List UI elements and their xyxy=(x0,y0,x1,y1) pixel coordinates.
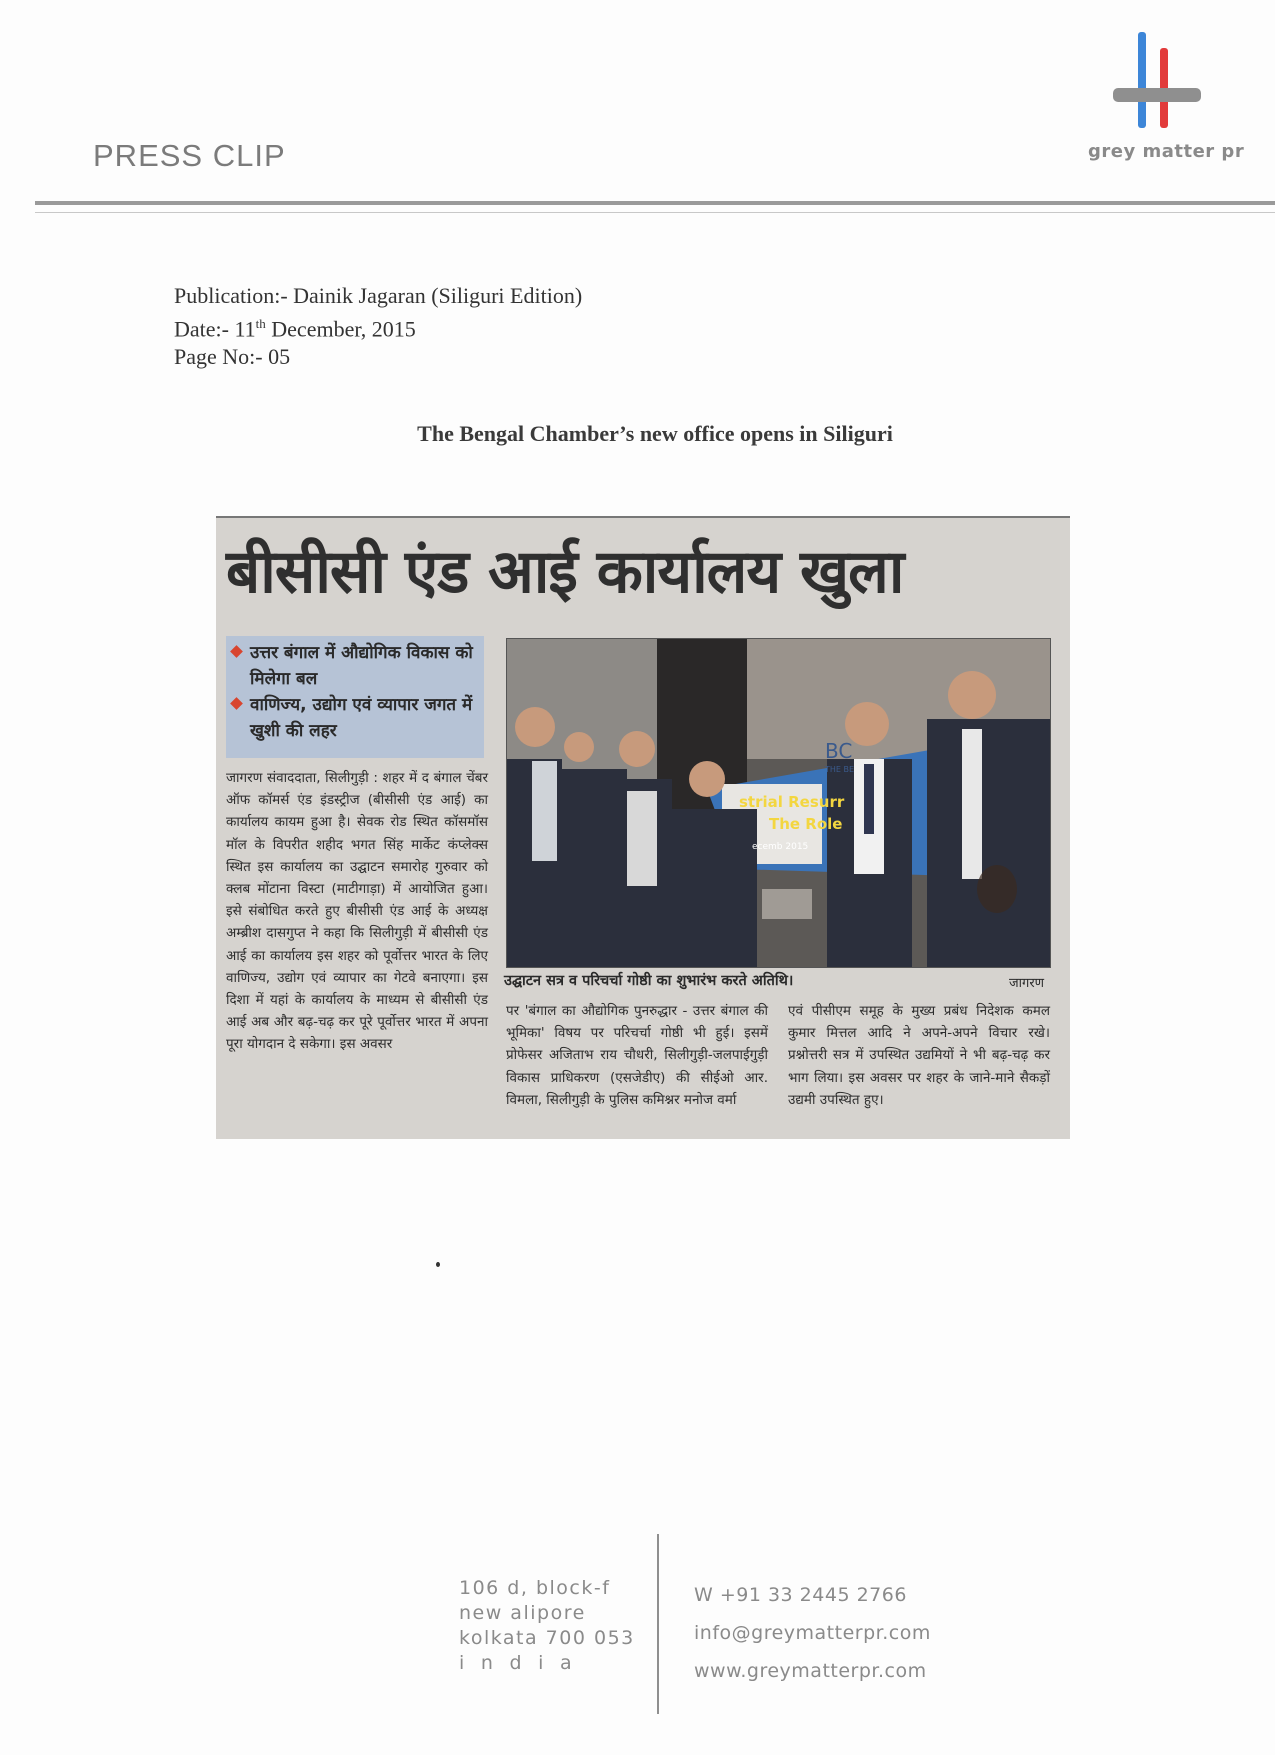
address-line: new alipore xyxy=(459,1602,586,1624)
footer-email-link[interactable]: info@greymatterpr.com xyxy=(694,1622,931,1644)
address-line: i n d i a xyxy=(459,1652,574,1674)
press-clip-title: PRESS CLIP xyxy=(93,138,286,173)
banner-text-the: THE BE xyxy=(825,765,855,774)
banner-text-role: The Role xyxy=(769,815,843,833)
footer-address xyxy=(459,1576,635,1676)
scan-speck xyxy=(436,1262,440,1267)
photo-caption: उद्घाटन सत्र व परिचर्चा गोष्ठी का शुभारंभ करते अतिथि। xyxy=(504,973,794,989)
highlight-item xyxy=(232,692,478,744)
banner-text-bc: BC xyxy=(825,739,853,763)
diamond-bullet-icon xyxy=(230,645,243,658)
address-line: kolkata 700 053 xyxy=(459,1627,635,1649)
logo-name: grey matter pr xyxy=(1088,141,1245,162)
grey-matter-logo-icon xyxy=(1108,28,1203,138)
footer-contact xyxy=(694,1576,931,1690)
footer-website-link[interactable]: www.greymatterpr.com xyxy=(694,1660,927,1682)
hindi-headline: बीसीसी एंड आई कार्यालय खुला xyxy=(226,537,904,607)
banner-text-resurgence: strial Resurr xyxy=(739,793,845,811)
footer-phone: W +91 33 2445 2766 xyxy=(694,1584,907,1606)
address-line: 106 d, block-f xyxy=(459,1577,611,1599)
header-divider-thin xyxy=(35,212,1275,213)
publication-line: Publication:- Dainik Jagaran (Siliguri Edition) xyxy=(174,283,583,308)
date-rest: December, 2015 xyxy=(265,316,416,342)
banner-text-date: ecemb 2015 xyxy=(752,842,809,852)
page-number-line: Page No:- 05 xyxy=(174,344,291,370)
highlight-item xyxy=(232,640,478,692)
english-headline: The Bengal Chamber’s new office opens in Siliguri xyxy=(417,421,893,446)
event-photo-illustration xyxy=(507,639,1050,967)
date-line xyxy=(174,310,582,343)
date-suffix-sup: th xyxy=(255,316,266,331)
highlight-text: उत्तर बंगाल में औद्योगिक विकास को मिलेगा बल xyxy=(250,643,473,689)
article-column-1: जागरण संवाददाता, सिलीगुड़ी : शहर में द बंगाल चेंबर ऑफ कॉमर्स एंड इंडस्ट्रीज (बीसीसी एंड आई) का कार्यालय कायम हुआ है। सेवक रोड स्थित कॉसमॉस मॉल के विपरीत शहीद भगत सिंह मार्केट कंप्लेक्स स्थित इस कार्यालय का उद्घाटन समारोह गुरुवार को क्लब मोंटाना विस्टा (माटीगाड़ा) में आयोजित हुआ। इसे संबोधित करते हुए बीसीसी एंड आई के अध्यक्ष अम्ब्रीश दासगुप्त ने कहा कि सिलीगुड़ी में बीसीसी एंड आई का कार्यालय इस शहर को पूर्वोत्तर भारत के लिए वाणिज्य, उद्योग एवं व्यापार का गेटवे बनाएगा। इस दिशा में यहां के कार्यालय के माध्यम से बीसीसी एंड आई अब और बढ़-चढ़ कर पूरे पूर्वोत्तर भारत में अपना पूरा योगदान दे सकेगा। इस अवसर xyxy=(226,770,488,1053)
article-column-2: पर 'बंगाल का औद्योगिक पुनरुद्धार - उत्तर बंगाल की भूमिका' विषय पर परिचर्चा गोष्ठी भी हुई। इसमें प्रोफेसर अजिताभ राय चौधरी, सिलीगुड़ी-जलपाईगुड़ी विकास प्राधिकरण (एसजेडीए) की सीईओ आर. विमला, सिलीगुड़ी के पुलिस कमिश्नर मनोज वर्मा xyxy=(506,1003,768,1108)
event-photo xyxy=(506,638,1051,968)
header-divider xyxy=(35,201,1275,205)
newspaper-clipping xyxy=(216,516,1070,1139)
footer-divider xyxy=(657,1534,659,1714)
highlight-box xyxy=(226,636,484,758)
highlight-text: वाणिज्य, उद्योग एवं व्यापार जगत में खुशी की लहर xyxy=(250,695,473,741)
date-prefix: Date:- 11 xyxy=(174,316,256,342)
diamond-bullet-icon xyxy=(230,697,243,710)
publication-meta xyxy=(174,282,582,371)
photo-credit: जागरण xyxy=(1009,976,1045,991)
article-column-3: एवं पीसीएम समूह के मुख्य प्रबंध निदेशक कमल कुमार मित्तल आदि ने अपने-अपने विचार रखे। प्रश्नोत्तरी सत्र में उपस्थित उद्यमियों ने भी बढ़-चढ़ कर भाग लिया। इस अवसर पर शहर के जाने-माने सैकड़ों उद्यमी उपस्थित हुए। xyxy=(788,1003,1050,1108)
